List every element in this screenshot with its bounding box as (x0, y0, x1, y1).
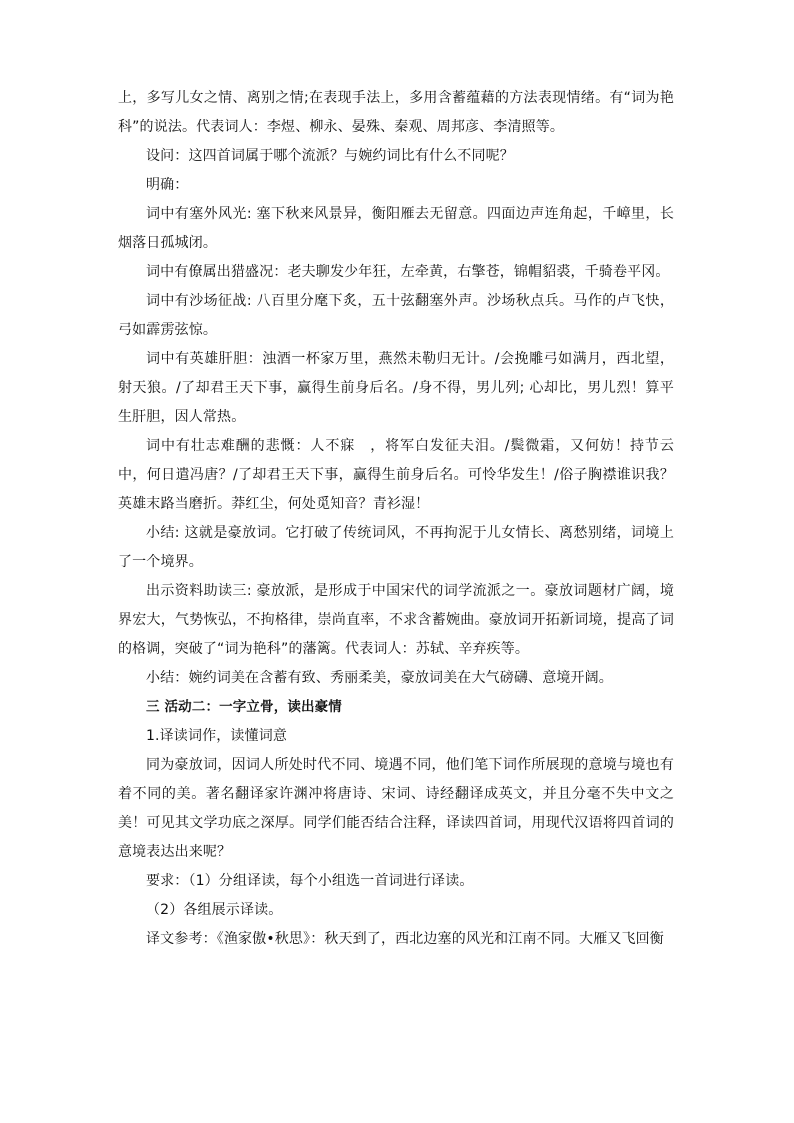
paragraph-question: 设问：这四首词属于哪个流派？与婉约词比有什么不同呢？ (146, 148, 514, 164)
section-heading-activity-two: 三 活动二：一字立骨，读出豪情 (146, 699, 342, 715)
paragraph-requirement-1: 要求：（1）分组译读，每个小组选一首词进行译读。 (146, 873, 474, 889)
document-body (118, 84, 674, 954)
paragraph-summary-compare: 小结：婉约词美在含蓄有致、秀丽柔美，豪放词美在大气磅礴、意境开阔。 (146, 670, 613, 686)
paragraph-unfulfilled-ambition: 词中有壮志难酬的悲慨：人不寐 ，将军白发征夫泪。/鬓微霜，又何妨！持节云中，何日遣冯唐？/了却君王天下事，赢得生前身后名。可怜华发生！/俗子胸襟谁识我？英雄末路当磨折。莽红尘，何处觅知音？青衫湿！ (118, 438, 674, 512)
paragraph-requirement-2: （2）各组展示译读。 (146, 902, 283, 918)
paragraph-battlefield: 词中有沙场征战: 八百里分麾下炙，五十弦翻塞外声。沙场秋点兵。马作的卢飞快，弓如霹雳弦惊。 (118, 293, 674, 338)
paragraph-frontier-scenery: 词中有塞外风光: 塞下秋来风景异，衡阳雁去无留意。四面边声连角起，千嶂里，长烟落日孤城闭。 (118, 206, 674, 251)
paragraph-translation-intro: 同为豪放词，因词人所处时代不同、境遇不同，他们笔下词作所展现的意境与境也有着不同的美。著名翻译家许渊冲将唐诗、宋词、诗经翻译成英文，并且分毫不失中文之美！可见其文学功底之深厚。同学们能否结合注释，译读四首词，用现代汉语将四首词的意境表达出来呢？ (118, 757, 674, 860)
paragraph-hunting-scene: 词中有僚属出猎盛况：老夫聊发少年狂，左牵黄，右擎苍，锦帽貂裘，千骑卷平冈。 (146, 264, 670, 280)
subheading-translate: 1.译读词作，读懂词意 (146, 728, 288, 744)
paragraph-intro-continued: 上，多写儿女之情、离别之情;在表现手法上，多用含蓄蕴藉的方法表现情绪。有“词为艳科”的说法。代表词人：李煜、柳永、晏殊、秦观、周邦彦、李清照等。 (118, 90, 674, 135)
paragraph-clarify-label: 明确： (146, 177, 189, 193)
paragraph-heroic-spirit: 词中有英雄肝胆：浊酒一杯家万里，燕然未勒归无计。/会挽雕弓如满月，西北望，射天狼。/了却君王天下事，赢得生前身后名。/身不得，男儿列; 心却比，男儿烈！算平生肝胆，因人常热。 (118, 351, 674, 425)
paragraph-translation-reference: 译文参考：《渔家傲•秋思》：秋天到了，西北边塞的风光和江南不同。大雁又飞回衡 (146, 931, 664, 947)
paragraph-summary-haofang: 小结: 这就是豪放词。它打破了传统词风，不再拘泥于儿女情长、离愁别绪，词境上了一个境界。 (118, 525, 674, 570)
paragraph-reference-material: 出示资料助读三: 豪放派，是形成于中国宋代的词学流派之一。豪放词题材广阔，境界宏大，气势恢弘，不拘格律，崇尚直率，不求含蓄婉曲。豪放词开拓新词境，提高了词的格调，突破了“词为艳科”的藩篱。代表词人：苏轼、辛弃疾等。 (118, 583, 674, 657)
